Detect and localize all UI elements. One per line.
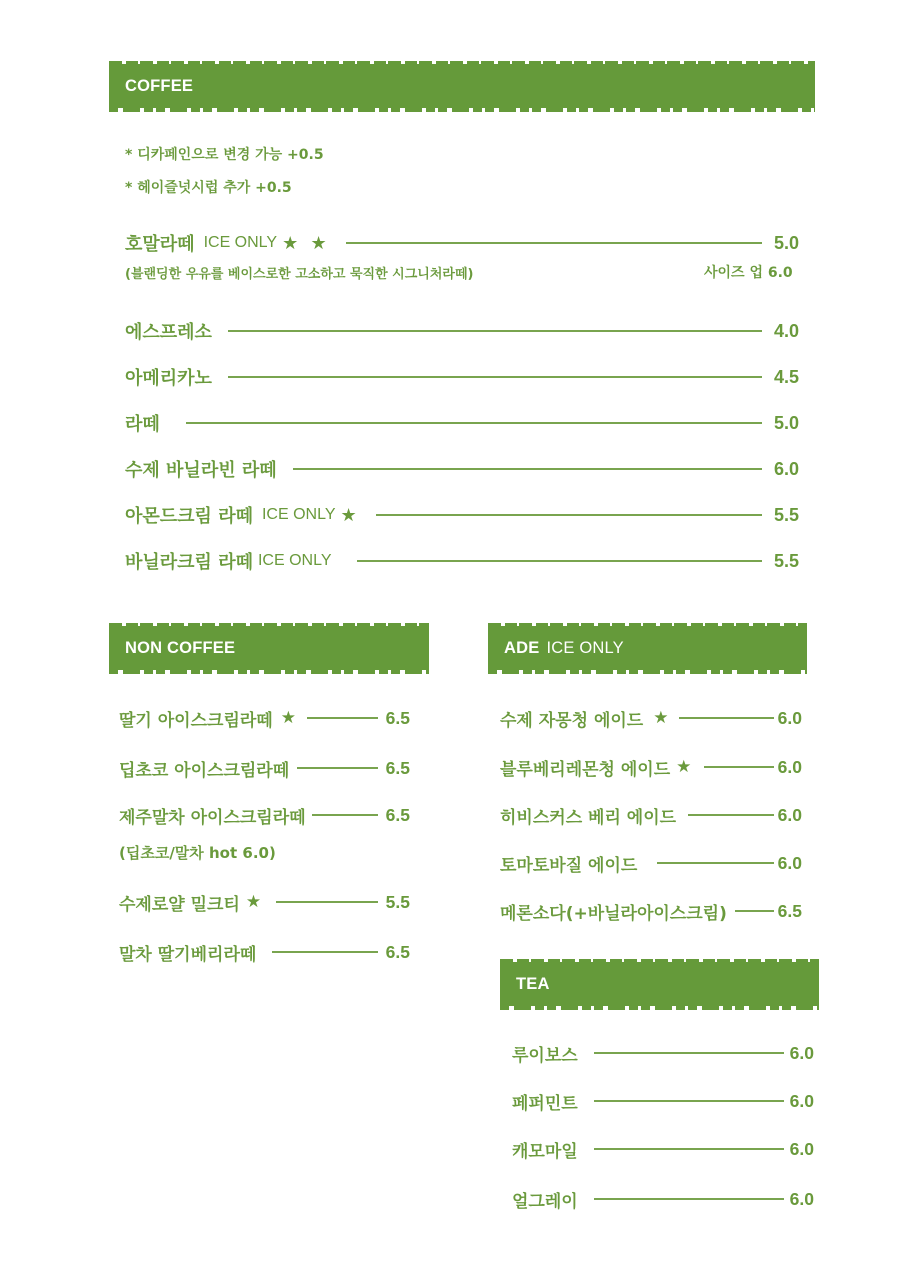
ade-title: ADE [504, 638, 540, 657]
star-icon: ★ [676, 757, 695, 777]
leader-line [276, 901, 378, 902]
item-price: 6.5 [777, 900, 802, 921]
item-price: 5.5 [773, 504, 799, 525]
item-name: 토마토바질 에이드 [500, 855, 638, 876]
ade-ice-only-tag: ICE ONLY [546, 638, 624, 657]
leader-line [272, 951, 377, 952]
non-coffee-section-header [109, 626, 429, 670]
menu-item-dark-choco-icecream-latte [119, 755, 410, 781]
item-name: 제주말차 아이스크림라떼 [119, 807, 306, 828]
item-price: 6.5 [385, 757, 410, 778]
item-price: 6.0 [777, 804, 802, 825]
menu-item-melon-soda [500, 898, 802, 924]
item-name: 딥초코 아이스크림라떼 [119, 760, 290, 781]
leader-line [657, 862, 773, 863]
menu-item-tomato-basil-ade [500, 850, 802, 876]
star-icon: ★ [245, 892, 265, 912]
ade-section-header [488, 626, 807, 670]
leader-line [376, 514, 762, 515]
menu-item-matcha-strawberry-latte [119, 939, 410, 965]
menu-item-americano [125, 364, 799, 390]
item-price: 6.5 [385, 941, 410, 962]
coffee-section-header [109, 64, 815, 108]
menu-item-almond-cream-latte [125, 502, 799, 528]
item-price: 4.0 [773, 320, 799, 341]
non-coffee-title: NON COFFEE [125, 638, 236, 657]
menu-item-vanilla-cream-latte [125, 548, 799, 574]
leader-line [186, 422, 762, 423]
item-price: 6.0 [789, 1138, 814, 1159]
leader-line [228, 376, 762, 377]
item-price: 6.0 [777, 707, 802, 728]
menu-item-homalatte [125, 230, 799, 256]
item-price: 6.0 [777, 756, 802, 777]
menu-item-vanilla-bean-latte [125, 456, 799, 482]
menu-item-espresso [125, 318, 799, 344]
menu-item-jeju-matcha-icecream-latte [119, 802, 410, 828]
item-name: 메론소다(+바닐라아이스크림) [500, 903, 727, 924]
ice-only-tag: ICE ONLY [203, 234, 278, 251]
leader-line [735, 910, 774, 911]
leader-line [594, 1100, 784, 1101]
menu-item-peppermint [512, 1088, 814, 1114]
menu-item-earl-grey [512, 1186, 814, 1212]
item-name: 바닐라크림 라떼 [125, 552, 253, 573]
menu-item-grapefruit-ade [500, 705, 802, 731]
ice-only-tag: ICE ONLY [257, 552, 332, 569]
item-price: 5.5 [385, 891, 410, 912]
leader-line [688, 814, 774, 815]
leader-line [357, 560, 761, 561]
size-up-price: 사이즈 업 6.0 [704, 265, 793, 281]
menu-item-blueberry-lemon-ade [500, 754, 802, 780]
star-icon: ★ [653, 708, 672, 728]
star-icon: ★ [340, 504, 360, 526]
item-name: 수제 자몽청 에이드 [500, 710, 644, 731]
item-name: 에스프레소 [125, 322, 212, 343]
star-icon: ★ ★ [282, 232, 330, 254]
hot-option-note: (딥초코/말차 hot 6.0) [119, 844, 276, 862]
item-name: 아메리카노 [125, 368, 212, 389]
item-price: 5.0 [773, 232, 799, 253]
leader-line [594, 1148, 784, 1149]
item-name: 말차 딸기베리라떼 [119, 944, 257, 965]
decaf-note: * 디카페인으로 변경 가능 +0.5 [125, 147, 324, 163]
leader-line [312, 814, 378, 815]
item-price: 5.0 [773, 412, 799, 433]
ice-only-tag: ICE ONLY [261, 506, 336, 523]
item-name: 루이보스 [512, 1045, 578, 1066]
menu-item-chamomile [512, 1136, 814, 1162]
item-name: 히비스커스 베리 에이드 [500, 807, 677, 828]
item-price: 5.5 [773, 550, 799, 571]
item-price: 6.0 [789, 1188, 814, 1209]
tea-section-header [500, 962, 819, 1006]
item-price: 6.0 [789, 1090, 814, 1111]
leader-line [594, 1198, 784, 1199]
item-name: 수제로얄 밀크티 [119, 894, 240, 915]
item-name: 블루베리레몬청 에이드 [500, 759, 671, 780]
item-name: 얼그레이 [512, 1191, 578, 1212]
item-name: 라떼 [125, 414, 160, 435]
leader-line [228, 330, 762, 331]
signature-description: (블랜딩한 우유를 베이스로한 고소하고 묵직한 시그니처라떼) [125, 267, 474, 282]
item-name: 페퍼민트 [512, 1093, 578, 1114]
leader-line [293, 468, 762, 469]
menu-item-rooibos [512, 1040, 814, 1066]
item-name: 호말라떼 [125, 234, 195, 255]
item-price: 6.0 [789, 1042, 814, 1063]
item-price: 6.5 [385, 707, 410, 728]
leader-line [679, 717, 773, 718]
leader-line [297, 767, 378, 768]
menu-item-latte [125, 410, 799, 436]
menu-item-hibiscus-berry-ade [500, 802, 802, 828]
leader-line [346, 242, 762, 243]
item-price: 6.0 [777, 852, 802, 873]
coffee-title: COFFEE [125, 76, 194, 95]
item-name: 딸기 아이스크림라떼 [119, 710, 273, 731]
menu-item-royal-milk-tea [119, 889, 410, 915]
item-price: 4.5 [773, 366, 799, 387]
tea-title: TEA [516, 974, 550, 993]
item-name: 캐모마일 [512, 1141, 578, 1162]
item-name: 아몬드크림 라떼 [125, 506, 253, 527]
star-icon: ★ [280, 708, 299, 728]
leader-line [704, 766, 773, 767]
leader-line [594, 1052, 784, 1053]
menu-item-strawberry-icecream-latte [119, 705, 410, 731]
hazelnut-note: * 헤이즐넛시럽 추가 +0.5 [125, 180, 292, 196]
item-price: 6.0 [773, 458, 799, 479]
item-name: 수제 바닐라빈 라떼 [125, 460, 277, 481]
item-price: 6.5 [385, 804, 410, 825]
leader-line [307, 717, 378, 718]
